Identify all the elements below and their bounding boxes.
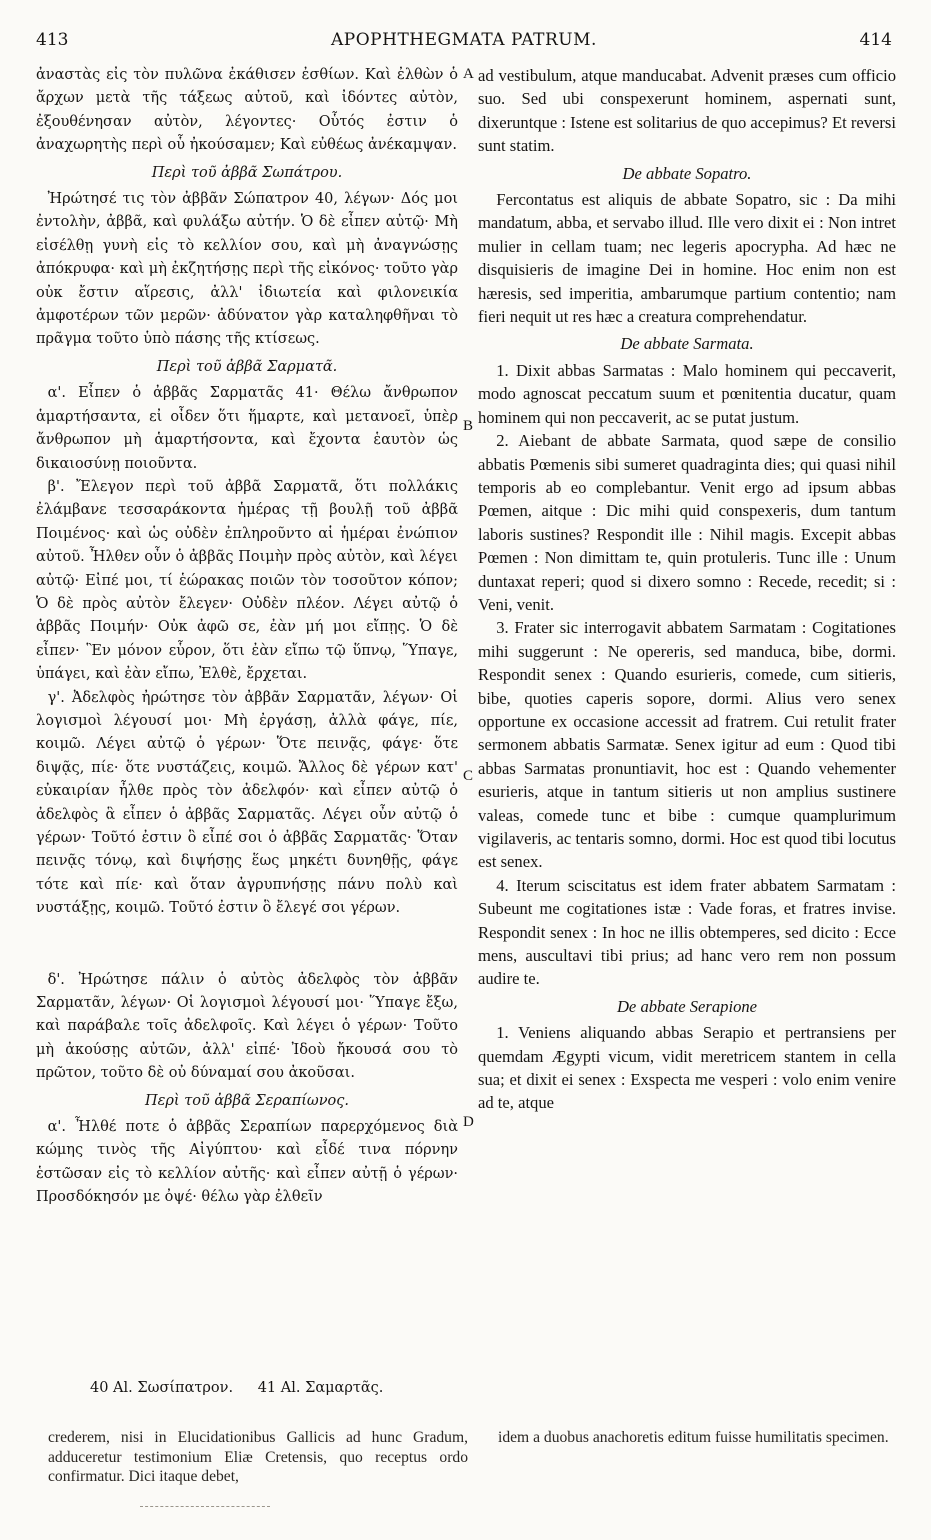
running-title: APOPHTHEGMATA PATRUM. [331, 30, 597, 50]
greek-paragraph: ἀναστὰς εἰς τὸν πυλῶνα ἐκάθισεν ἐσθίων. Καὶ ἐλθὼν ὁ ἄρχων μετὰ τῆς τάξεως αὐτοῦ, καὶ ἰδόντες αὐτὸν, ἐξουθένησαν αὐτὸν, λέγοντες· Οὗτός ἐστιν ὁ ἀναχωρητὴς περὶ οὗ ἠκούσαμεν; Καὶ εὐθέως ἀνέκαμψαν. [36, 67, 458, 154]
page-header [36, 30, 892, 56]
greek-section-title: Περὶ τοῦ ἀββᾶ Σεραπίωνος. [144, 1092, 350, 1109]
greek-column [36, 64, 458, 1210]
greek-paragraph: α'. Εἶπεν ὁ ἀββᾶς Σαρματᾶς 41· Θέλω ἄνθρωπον ἁμαρτήσαντα, εἰ οἶδεν ὅτι ἥμαρτε, καὶ μετανοεῖ, ὑπὲρ ἄνθρωπον μὴ ἁμαρτήσοντα, καὶ ἔχοντα ἑαυτὸν ὡς δικαιοσύνῃ ποιοῦντα. [36, 385, 458, 472]
greek-section-title: Περὶ τοῦ ἀββᾶ Σαρματᾶ. [156, 358, 338, 375]
greek-paragraph: α'. Ἦλθέ ποτε ὁ ἀββᾶς Σεραπίων παρερχόμενος διὰ κώμης τινὸς τῆς Αἰγύπτου· καὶ εἶδέ τινα πόρνην ἑστῶσαν εἰς τὸ κελλίον αὐτῆς· καὶ εἶπεν αὐτῇ ὁ γέρων· Προσδόκησόν με ὀψέ· θέλω γὰρ ἐλθεῖν [36, 1119, 458, 1206]
latin-paragraph: 1. Veniens aliquando abbas Serapio et pertransiens per quemdam Ægypti vicum, vidit meretricem stantem in cella sua; et dixit ei senex : Exspecta me vesperi : volo enim venire ad te, atque [478, 1023, 896, 1113]
editor-note-left: crederem, nisi in Elucidationibus Gallicis ad hunc Gradum, adduceretur testimonium Eliæ Cretensis, quo receptus ordo confirmatur. Dici itaque debet, [48, 1429, 468, 1485]
greek-paragraph: β'. Ἔλεγον περὶ τοῦ ἀββᾶ Σαρματᾶ, ὅτι πολλάκις ἐλάμβανε τεσσαράκοντα ἡμέρας τῇ βουλῇ τοῦ ἀββᾶ Ποιμένος· καὶ ὡς οὐδὲν ἐπληροῦντο αἱ ἡμέραι ἐνώπιον αὐτοῦ. Ἦλθεν οὖν ὁ ἀββᾶς Ποιμὴν πρὸς αὐτὸν, καὶ λέγει αὐτῷ· Εἰπέ μοι, τί ἑώρακας ποιῶν τὸν τοσοῦτον κόπον; Ὁ δὲ πρὸς αὐτὸν ἔλεγεν· Οὐδὲν πλέον. Λέγει αὐτῷ ὁ ἀββᾶς Ποιμήν· Οὐκ ἀφῶ σε, ἐὰν μή μοι εἴπῃς. Ὁ δὲ εἶπεν· Ἓν μόνον εὗρον, ὅτι ἐὰν εἴπω τῷ ὕπνῳ, Ὕπαγε, ὑπάγει, καὶ ἐὰν εἴπω, Ἐλθὲ, ἔρχεται. [36, 478, 458, 683]
greek-paragraph: γ'. Ἀδελφὸς ἠρώτησε τὸν ἀββᾶν Σαρματᾶν, λέγων· Οἱ λογισμοὶ λέγουσί μοι· Μὴ ἐργάσῃ, ἀλλὰ φάγε, πίε, κοιμῶ. Λέγει αὐτῷ ὁ γέρων· Ὅτε πεινᾷς, φάγε· ὅτε διψᾷς, πίε· ὅτε νυστάζεις, κοιμῶ. Ἄλλος δὲ γέρων κατ' εὐκαιρίαν ἦλθε πρὸς τὸν ἀδελφόν· καὶ εἶπεν αὐτῷ ὁ ἀδελφὸς ἃ εἶπεν ὁ ἀββᾶς Σαρματᾶς. Λέγει οὖν αὐτῷ ὁ γέρων· Τοῦτό ἐστιν ὃ εἶπέ σοι ὁ ἀββᾶς Σαρματᾶς· Ὅταν πεινᾷς τόνῳ, καὶ διψήσῃς ἕως μηκέτι δυνηθῇς, φάγε τότε καὶ πίε· καὶ ὅταν ἀγρυπνήσῃς πάνυ πολὺ καὶ νυστάξῃς, κοιμῶ. Τοῦτό ἐστιν ὃ ἔλεγέ σοι γέρων. [36, 689, 458, 917]
latin-section-title: De abbate Sarmata. [620, 334, 754, 354]
greek-section-title: Περὶ τοῦ ἀββᾶ Σωπάτρου. [151, 164, 343, 181]
latin-column [478, 64, 896, 1115]
margin-letter-d: D [463, 1114, 474, 1130]
margin-letter-b: B [463, 418, 474, 434]
footnote-40: 40 Al. Σωσίπατρον. [90, 1380, 234, 1396]
latin-paragraph: 4. Iterum sciscitatus est idem frater abbatem Sarmatam : Subeunt me cogitationes istæ : Vade foras, et fratres invise. Respondit senex : In hoc ne illis obtemperes, sed dicito : Ecce mens, auscultavi tibi prius; ad hanc vero rem non possum audire te. [478, 875, 896, 989]
margin-letter-a: A [463, 66, 474, 82]
footnotes [90, 1380, 403, 1396]
editor-note-right: idem a duobus anachoretis editum fuisse humilitatis specimen. [498, 1429, 889, 1446]
latin-paragraph: Fercontatus est aliquis de abbate Sopatro, sic : Da mihi mandatum, abba, et servabo illud. Ille vero dixit ei : Non intret mulier in cellam tuam; nec legeris apocrypha. Ad hæc ne disquisieris de imagine Dei in homine. Hoc enim non est hæresis, sed imperitia, ambarumque partium contentio; nam fieri nequit ut res hæc a creatura comprehendatur. [478, 190, 896, 327]
page-number-left: 413 [36, 30, 69, 50]
greek-paragraph: δ'. Ἠρώτησε πάλιν ὁ αὐτὸς ἀδελφὸς τὸν ἀββᾶν Σαρματᾶν, λέγων· Οἱ λογισμοὶ λέγουσί μοι· Ὕπαγε ἔξω, καὶ παράβαλε τοῖς ἀδελφοῖς. Καὶ λέγει ὁ γέρων· Τοῦτο μὴ ἀκούσῃς αὐτῶν, ἀλλ' εἰπέ· Ἰδοὺ ἤκουσά σου τὸ πρῶτον, τοῦτο δὲ οὐ δύναμαί σου ἀκοῦσαι. [36, 971, 458, 1082]
footnote-41: 41 Al. Σαμαρτᾶς. [257, 1380, 384, 1396]
footer-rule [140, 1506, 270, 1507]
page-number-right: 414 [859, 30, 892, 50]
latin-paragraph: 1. Dixit abbas Sarmatas : Malo hominem qui peccaverit, modo agnoscat peccatum suum et pœnitentia ducatur, quam hominem qui non peccaverit, ac se putat justum. [478, 360, 896, 427]
latin-paragraph: 2. Aiebant de abbate Sarmata, quod sæpe de consilio abbatis Pœmenis sibi sumeret quadraginta dies; qui quasi nihil temporis ab eo complebantur. Venit ergo ad ipsum abbas Pœmen, aitque : Dic mihi quid conspexeris, dum tantum laboris sustines? Respondit ille : Nihil magis. Excepit abbas Pœmen : Non dimittam te, quin protuleris. Tunc ille : Unum duntaxat reperi; quod si dixero somno : Recede, recedit; si : Veni, venit. [478, 431, 896, 614]
greek-paragraph: Ἠρώτησέ τις τὸν ἀββᾶν Σώπατρον 40, λέγων· Δός μοι ἐντολὴν, ἀββᾶ, καὶ φυλάξω αὐτήν. Ὁ δὲ εἶπεν αὐτῷ· Μὴ εἰσέλθῃ γυνὴ εἰς τὸ κελλίον σου, καὶ μὴ ἀναγνώσῃς ἀπόκρυφα· καὶ μὴ ἐκζητήσῃς περὶ τῆς εἰκόνος· τοῦτο γὰρ οὐκ ἔστιν αἵρεσις, ἀλλ' ἰδιωτεία καὶ φιλονεικία ἀμφοτέρων τῶν μερῶν· ἀδύνατον γὰρ καταληφθῆναι τὸ πρᾶγμα τοῦτο ὑπὸ πάσης τῆς κτίσεως. [36, 191, 458, 348]
latin-paragraph: 3. Frater sic interrogavit abbatem Sarmatam : Cogitationes mihi suggerunt : Ne opereris, sed manduca, bibe, dormi. Respondit senex : Quando esurieris, comede, cum sitieris, bibe, quoties caperis sopore, dormi. Alius vero senex opportune ex occasione accessit ad fratrem. Cui retulit frater sermonem abbatis Sarmatæ. Senex igitur ad eum : Quod tibi abbas Sarmatas pronuntiavit, hoc est : Quando vehementer esurieris, atque in tantum sitieris ut non amplius sustinere valeas, comede tunc et bibe : cumque quamplurimum vigilaveris, ac tentaris somno, dormi. Hoc est quod tibi locutus est senex. [478, 618, 896, 872]
latin-section-title: De abbate Sopatro. [622, 163, 752, 183]
latin-section-title: De abbate Serapione [616, 996, 758, 1016]
margin-letter-c: C [463, 768, 474, 784]
latin-paragraph: ad vestibulum, atque manducabat. Advenit præses cum officio suo. Sed ubi conspexerunt hominem, aspernati sunt, dixeruntque : Istene est solitarius de quo accepimus? Et reversi sunt statim. [478, 66, 896, 156]
column-spacer [36, 921, 458, 969]
